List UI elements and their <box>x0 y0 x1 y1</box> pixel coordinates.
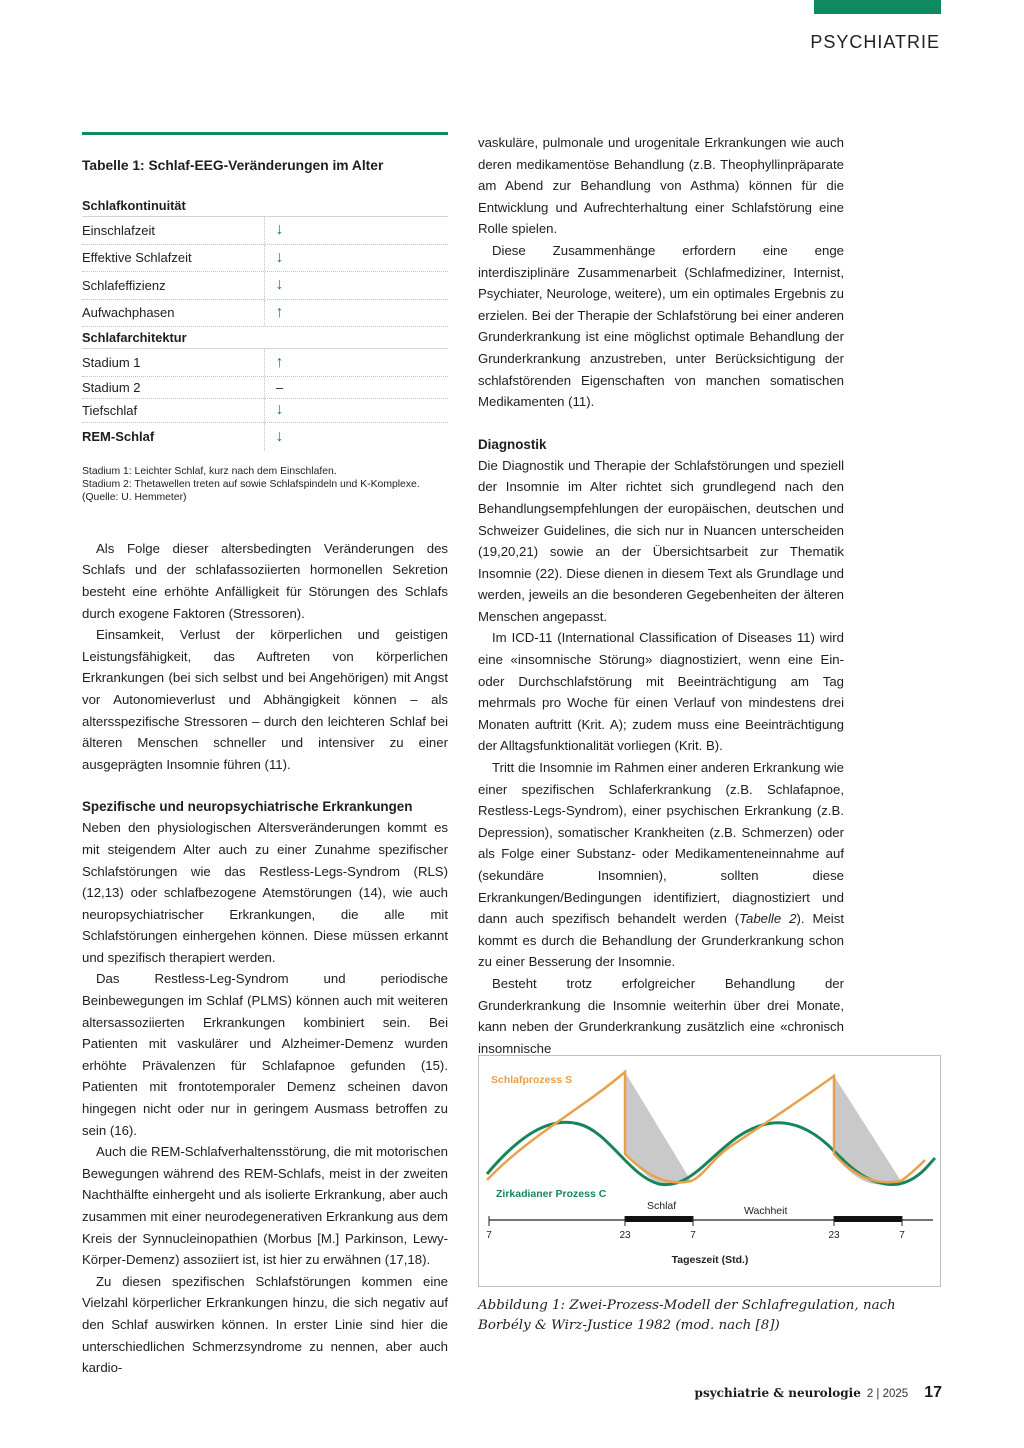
body-paragraph <box>478 757 844 973</box>
table-row-label: Stadium 2 <box>82 379 141 395</box>
arrow-up-icon: ↑ <box>275 304 284 322</box>
table-title: Tabelle 1: Schlaf-EEG-Veränderungen im Alter <box>82 158 384 173</box>
sleep-period-bar <box>625 1216 693 1222</box>
tick-label: 7 <box>690 1230 696 1241</box>
body-paragraph: Das Restless-Leg-Syndrom und periodische Beinbewegungen im Schlaf (PLMS) können auch mit weiteren altersassoziierten Erkrankungen kombiniert sein. Bei Patienten mit vaskulärer und Alzheimer-Demenz wurden erhöhte Prävalenzen für Schlafapnoe gefunden (15). Patienten mit frontotemporaler Demenz scheinen davon hingegen nicht oder nur in geringem Ausmass betroffen zu sein (16). <box>82 971 448 1138</box>
section-heading: Spezifische und neuropsychiatrische Erkrankungen <box>82 799 413 815</box>
table-reference: Tabelle 2 <box>739 911 797 927</box>
table-row-label: REM-Schlaf <box>82 428 155 444</box>
table-notes <box>82 465 448 505</box>
arrow-down-icon: ↓ <box>275 401 284 419</box>
table-row-label: Schlafeffizienz <box>82 277 166 293</box>
table-section-heading: Schlafarchitektur <box>82 327 448 349</box>
body-paragraph: Besteht trotz erfolgreicher Behandlung der Grunderkrankung die Insomnie weiterhin über drei Monate, kann neben der Grunderkrankung zusätzlich eine «chronisch insomnische <box>478 975 844 1056</box>
tick-label: 23 <box>828 1230 840 1241</box>
table-source: (Quelle: U. Hemmeter) <box>82 492 187 504</box>
table-row <box>82 423 448 451</box>
section-heading: Diagnostik <box>478 436 547 452</box>
tick-label: 7 <box>899 1230 905 1241</box>
table-row <box>82 272 448 300</box>
page-footer <box>695 1384 942 1402</box>
two-process-diagram <box>479 1056 942 1288</box>
sleep-pressure-shade <box>625 1072 691 1185</box>
body-paragraph: Im ICD-11 (International Classification of Diseases 11) wird eine «insomnische Störung» diagnostiziert, wenn eine Ein- oder Durchschlafstörung mit Beeinträchtigung am Tag mehrmals pro Woche für einen Verlauf von mindestens drei Monaten auftritt (Krit. A); zudem muss eine Beeinträchtigung der Alltagsfunktionalität vorliegen (Krit. B). <box>478 630 844 754</box>
journal-name: psychiatrie & neurologie <box>694 1386 861 1400</box>
table-row-label: Stadium 1 <box>82 354 141 370</box>
sleep-pressure-shade <box>834 1076 901 1185</box>
header-accent-bar <box>814 0 941 14</box>
table-1 <box>82 132 448 505</box>
body-paragraph: Einsamkeit, Verlust der körperlichen und geistigen Leistungsfähigkeit, das Auftreten von körperlichen Erkrankungen (bei sich selbst und bei Angehörigen) mit Angst vor Autonomieverlust und Abhängigkeit können – als altersspezifische Stressoren – durch den leichteren Schlaf bei älteren Menschen schneller und intensiver zu einer ausgeprägten Insomnie führen (11). <box>82 627 448 772</box>
left-column <box>82 132 448 1379</box>
table-row <box>82 377 448 399</box>
arrow-down-icon: ↓ <box>275 427 284 445</box>
body-paragraph: Zu diesen spezifischen Schlafstörungen kommen eine Vielzahl körperlicher Erkrankungen hinzu, die sich negativ auf den Schlaf auswirken können. In erster Linie sind hier die unterschiedlichen Schmerzsyndrome zu nennen, aber auch kardio- <box>82 1273 448 1376</box>
table-row <box>82 217 448 245</box>
tick-label: 7 <box>486 1230 492 1241</box>
sleep-label: Schlaf <box>647 1200 677 1212</box>
table-top-rule <box>82 132 448 135</box>
wake-label: Wachheit <box>744 1205 788 1217</box>
table-row <box>82 300 448 328</box>
arrow-down-icon: ↓ <box>275 248 284 266</box>
process-s-label: Schlafprozess S <box>491 1074 573 1086</box>
table-row-label: Einschlafzeit <box>82 222 155 238</box>
table-note: Stadium 1: Leichter Schlaf, kurz nach dem Einschlafen. <box>82 465 337 477</box>
body-paragraph: Als Folge dieser altersbedingten Veränderungen des Schlafs und der schlafassoziierten hormonellen Sekretion besteht eine erhöhte Anfälligkeit für Störungen des Schlafs durch exogene Faktoren (Stressoren). <box>82 540 448 621</box>
table-row <box>82 399 448 423</box>
table-note: Stadium 2: Thetawellen treten auf sowie Schlafspindeln und K-Komplexe. <box>82 478 420 490</box>
body-paragraph: Auch die REM-Schlafverhaltensstörung, die mit motorischen Bewegungen während des REM-Schlafs, meist in der zweiten Nachthälfte einhergeht und als isolierte Erkrankung, aber auch zusammen mit einer neurodegenerativen Erkrankung aus dem Kreis der Synnucleinopathien (Morbus [M.] Parkinson, Lewy-Körper-Demenz) assoziiert ist, ist hier zu erwähnen (17,18). <box>82 1144 448 1268</box>
table-section-heading: Schlafkontinuität <box>82 195 448 217</box>
figure-two-process-model <box>478 1055 941 1287</box>
table-row-label: Effektive Schlafzeit <box>82 250 192 266</box>
no-change-dash: – <box>275 379 284 395</box>
page-number: 17 <box>924 1384 942 1401</box>
body-paragraph: Diese Zusammenhänge erfordern eine enge interdisziplinäre Zusammenarbeit (Schlafmediziner, Internist, Psychiater, Neurologe, weitere), um ein optimales Ergebnis zu erzielen. Bei der Therapie der Schlafstörung bei einer anderen Grunderkrankung ist eine möglichst optimale Behandlung der Grunderkrankung anzustreben, unter Berücksichtigung der schlafstörenden Eigenschaften von manchen somatischen Medikamenten (11). <box>478 242 844 410</box>
process-c-label: Zirkadianer Prozess C <box>496 1188 607 1200</box>
sleep-period-bar <box>834 1216 902 1222</box>
tick-label: 23 <box>619 1230 631 1241</box>
text-span: ). Meist kommt es durch die Behandlung der Grunderkrankung schon zu einer Besserung der Insomnie. <box>478 911 844 970</box>
issue-number: 2 | 2025 <box>866 1388 909 1400</box>
arrow-up-icon: ↑ <box>275 353 284 371</box>
table-row-label: Tiefschlaf <box>82 402 138 418</box>
body-paragraph: Neben den physiologischen Altersveränderungen kommt es mit steigendem Alter auch zu einer Zunahme spezifischer Schlafstörungen wie das Restless-Legs-Syndrom (RLS) (12,13) oder schlafbezogene Atemstörungen (14), wie auch neuropsychiatrischer Erkrankungen, die alle mit Schlafstörungen einhergehen können. Diese müssen erkannt und spezifisch therapiert werden. <box>82 820 448 965</box>
arrow-down-icon: ↓ <box>275 276 284 294</box>
section-label: PSYCHIATRIE <box>810 32 940 52</box>
table-row <box>82 245 448 273</box>
table-row <box>82 349 448 377</box>
text-span: Tritt die Insomnie im Rahmen einer anderen Erkrankung wie einer spezifischen Schlaferkrankung (z.B. Schlafapnoe, Restless-Legs-Syndrom), einer psychischen Erkrankung (z.B. Depression), somatischer Krankheiten (z.B. Schmerzen) oder als Folge einer Substanz- oder Medikamenteneinnahme auf (sekundäre Insomnien), sollten diese Erkrankungen/Bedingungen identifiziert, diagnostiziert und dann auch spezifisch behandelt werden ( <box>478 760 844 927</box>
figure-caption: Abbildung 1: Zwei-Prozess-Modell der Schlafregulation, nach Borbély & Wirz-Justice 1982 (mod. nach [8]) <box>478 1298 896 1333</box>
table-row-label: Aufwachphasen <box>82 305 175 321</box>
right-column <box>478 132 844 1059</box>
body-paragraph: vaskuläre, pulmonale und urogenitale Erkrankungen wie auch deren medikamentöse Behandlung (z.B. Theophyllinpräparate am Abend zur Behandlung von Asthma) können für die Entwicklung und Aufrechterhaltung einer Schlafstörung eine Rolle spielen. <box>478 135 844 237</box>
arrow-down-icon: ↓ <box>275 221 284 239</box>
x-axis-title: Tageszeit (Std.) <box>671 1254 749 1266</box>
body-paragraph: Die Diagnostik und Therapie der Schlafstörungen und speziell der Insomnie im Alter richtet sich grundlegend nach den Behandlungsempfehlungen der europäischen, deutschen und Schweizer Guidelines, die sich nur in Nuancen unterscheiden (19,20,21) sowie an der Übersichtsarbeit zur Thematik Insomnie (22). Diese dienen in diesem Text als Grundlage und werden, jeweils an die besonderen Gegebenheiten der älteren Menschen angepasst. <box>478 457 844 624</box>
